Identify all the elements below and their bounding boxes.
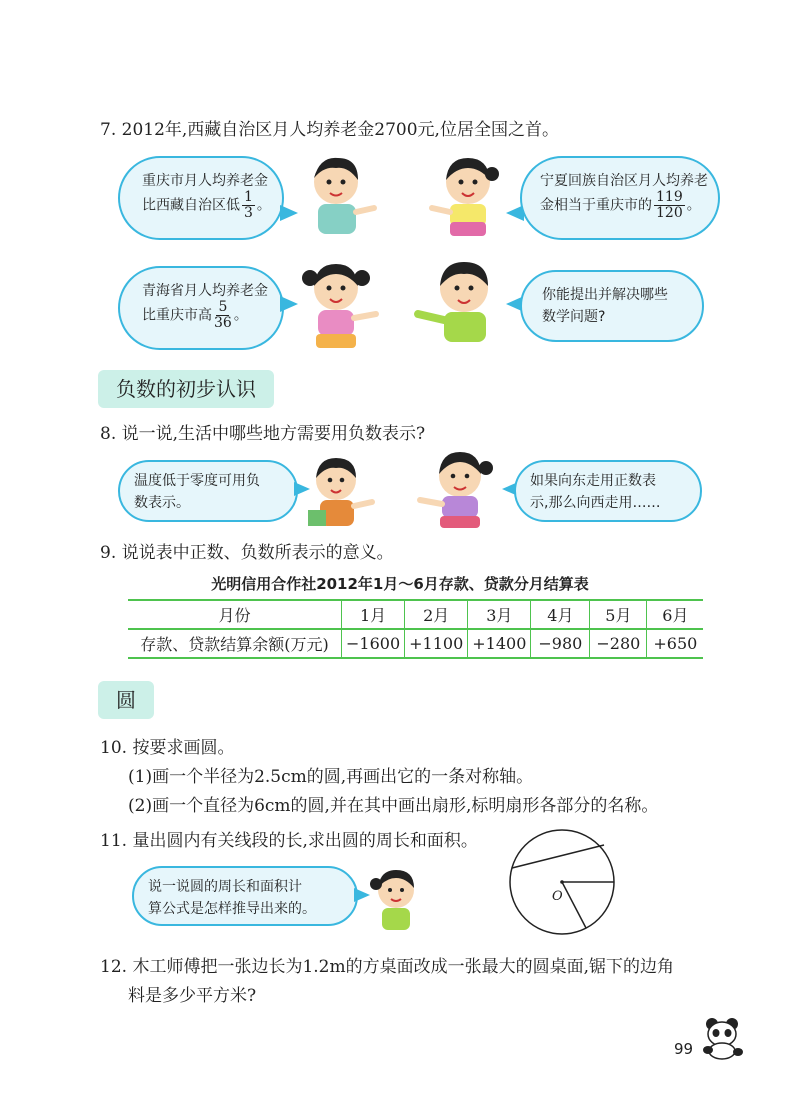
section-heading-circle: 圆 xyxy=(98,681,154,719)
settlement-table xyxy=(128,599,703,659)
question-9-text: 9. 说说表中正数、负数所表示的意义。 xyxy=(100,543,394,563)
bubble-text: 青海省月人均养老金 xyxy=(142,283,268,299)
bubble-text: 数表示。 xyxy=(134,495,190,511)
table-header-cell: 1月 xyxy=(342,600,405,629)
girl-cartoon-illustration xyxy=(426,152,506,242)
bubble-text: 算公式是怎样推导出来的。 xyxy=(148,901,316,917)
question-10-part-1: (1)画一个半径为2.5cm的圆,再画出它的一条对称轴。 xyxy=(128,767,534,787)
speech-bubble-circle-formula xyxy=(132,866,358,926)
table-header-cell: 4月 xyxy=(531,600,590,629)
table-cell: 存款、贷款结算余额(万元) xyxy=(128,629,342,658)
table-header-cell: 月份 xyxy=(128,600,342,629)
panda-icon xyxy=(700,1016,746,1060)
table-row xyxy=(128,629,703,658)
table-cell: +650 xyxy=(647,629,704,658)
bubble-text: 你能提出并解决哪些 xyxy=(542,287,668,303)
bubble-text: 宁夏回族自治区月人均养老 xyxy=(540,173,708,189)
circle-diagram xyxy=(506,826,618,938)
section-heading-negative-numbers: 负数的初步认识 xyxy=(98,370,274,408)
question-11-text: 11. 量出圆内有关线段的长,求出圆的周长和面积。 xyxy=(100,831,478,851)
table-header-cell: 5月 xyxy=(590,600,647,629)
table-cell: +1400 xyxy=(468,629,531,658)
table-header-cell: 3月 xyxy=(468,600,531,629)
bubble-text: 比重庆市高 xyxy=(142,307,212,324)
table-header-cell: 2月 xyxy=(405,600,468,629)
circle-center-label: O xyxy=(552,889,563,904)
bubble-text: 说一说圆的周长和面积计 xyxy=(148,879,302,895)
speech-bubble-east-west xyxy=(514,460,702,522)
table-cell: −280 xyxy=(590,629,647,658)
fraction-5-36: $\frac{5}{36}$ xyxy=(214,299,232,331)
bubble-tail xyxy=(280,205,298,221)
girl-pigtails-cartoon-illustration xyxy=(296,256,382,356)
question-10-part-2: (2)画一个直径为6cm的圆,并在其中画出扇形,标明扇形各部分的名称。 xyxy=(128,796,659,816)
fraction-one-third: $\frac{1}{3}$ xyxy=(244,189,253,221)
speech-bubble-qinghai: 青海省月人均养老金 比重庆市高 $\frac{5}{36}$ 。 xyxy=(118,266,284,350)
table-title: 光明信用合作社2012年1月～6月存款、贷款分月结算表 xyxy=(211,575,589,593)
fraction-119-120: $\frac{119}{120}$ xyxy=(656,189,683,221)
question-7-text: 7. 2012年,西藏自治区月人均养老金2700元,位居全国之首。 xyxy=(100,120,559,140)
girl-small-cartoon-illustration xyxy=(366,866,422,932)
table-header-row xyxy=(128,600,703,629)
question-8-text: 8. 说一说,生活中哪些地方需要用负数表示? xyxy=(100,424,426,444)
speech-bubble-ningxia: 宁夏回族自治区月人均养老 金相当于重庆市的 $\frac{119}{120}$ 。 xyxy=(520,156,720,240)
question-12-line-2: 料是多少平方米? xyxy=(128,986,257,1006)
table-cell: −1600 xyxy=(342,629,405,658)
table-cell: +1100 xyxy=(405,629,468,658)
speech-bubble-question xyxy=(520,270,704,342)
bubble-text: 数学问题? xyxy=(542,309,606,325)
boy-cartoon-illustration xyxy=(300,152,380,242)
bubble-text: 重庆市月人均养老金 xyxy=(142,173,268,189)
speech-bubble-chongqing: 重庆市月人均养老金 比西藏自治区低 $\frac{1}{3}$ 。 xyxy=(118,156,284,240)
question-12-line-1: 12. 木工师傅把一张边长为1.2m的方桌面改成一张最大的圆桌面,锯下的边角 xyxy=(100,957,674,977)
bubble-text: 示,那么向西走用…… xyxy=(530,495,661,511)
bubble-text: 比西藏自治区低 xyxy=(142,197,240,214)
page-number: 99 xyxy=(674,1040,694,1058)
table-cell: −980 xyxy=(531,629,590,658)
boy-green-sweater-cartoon-illustration xyxy=(412,256,508,352)
bubble-text: 温度低于零度可用负 xyxy=(134,473,260,489)
boy-holding-books-cartoon-illustration xyxy=(300,454,380,534)
table-header-cell: 6月 xyxy=(647,600,704,629)
bubble-text: 金相当于重庆市的 xyxy=(540,197,652,214)
speech-bubble-temperature xyxy=(118,460,298,522)
girl-purple-cartoon-illustration xyxy=(416,446,502,532)
bubble-text: 如果向东走用正数表 xyxy=(530,473,656,489)
question-10-text: 10. 按要求画圆。 xyxy=(100,738,235,758)
